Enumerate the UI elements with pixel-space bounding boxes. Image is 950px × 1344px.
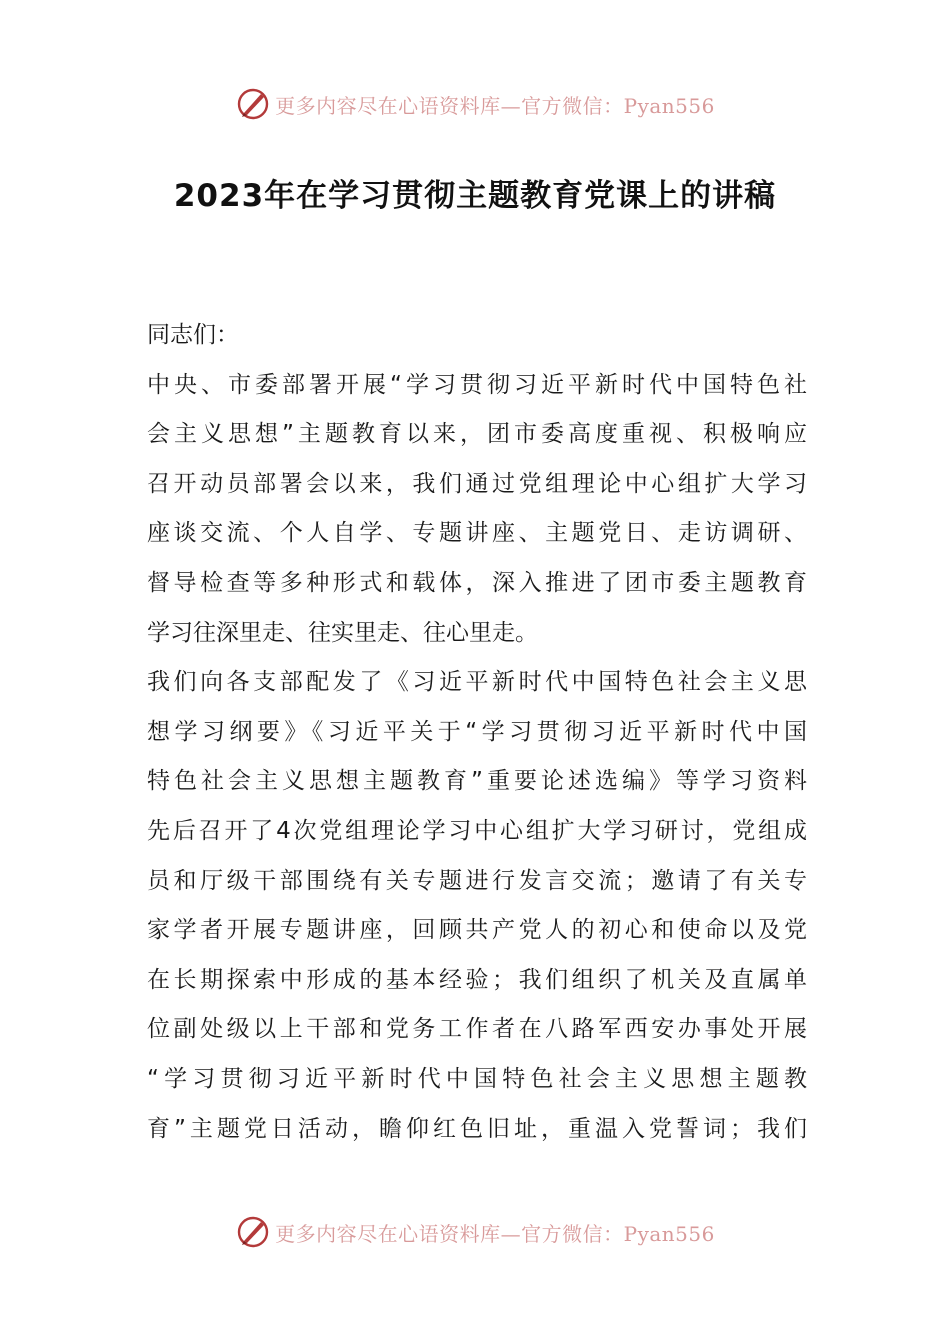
text-line: 召开动员部署会以来，我们通过党组理论中心组扩大学习 <box>147 470 807 497</box>
text-line: 位副处级以上干部和党务工作者在八路军西安办事处开展 <box>147 1016 807 1043</box>
text-line: 学习往深里走、往实里走、往心里走。 <box>147 619 538 646</box>
text-line: 会主义思想”主题教育以来，团市委高度重视、积极响应 <box>147 421 807 448</box>
footer-banner-text: 更多内容尽在心语资料库—官方微信：Pyan556 <box>275 1221 715 1246</box>
text-line: “学习贯彻习近平新时代中国特色社会主义思想主题教 <box>147 1065 807 1092</box>
text-line: 先后召开了4次党组理论学习中心组扩大学习研讨，党组成 <box>147 817 807 844</box>
text-line: 在长期探索中形成的基本经验；我们组织了机关及直属单 <box>147 966 807 993</box>
text-line: 员和厅级干部围绕有关专题进行发言交流；邀请了有关专 <box>147 867 807 894</box>
text-line: 特色社会主义思想主题教育”重要论述选编》等学习资料 <box>147 768 807 795</box>
text-line: 座谈交流、个人自学、专题讲座、主题党日、走访调研、 <box>147 520 807 547</box>
quill-seal-icon <box>235 86 271 122</box>
text-line: 督导检查等多种形式和载体，深入推进了团市委主题教育 <box>147 569 807 596</box>
text-line: 家学者开展专题讲座，回顾共产党人的初心和使命以及党 <box>147 917 807 944</box>
header-banner-text: 更多内容尽在心语资料库—官方微信：Pyan556 <box>275 93 715 118</box>
document-body <box>147 311 807 1154</box>
header-banner <box>0 84 950 124</box>
document-title: 2023年在学习贯彻主题教育党课上的讲稿 <box>173 178 777 214</box>
text-line: 我们向各支部配发了《习近平新时代中国特色社会主义思 <box>147 669 807 696</box>
text-line: 想学习纲要》《习近平关于“学习贯彻习近平新时代中国 <box>147 718 807 745</box>
text-line: 同志们： <box>147 322 239 348</box>
text-line: 中央、市委部署开展“学习贯彻习近平新时代中国特色社 <box>147 371 807 398</box>
footer-banner <box>0 1212 950 1252</box>
quill-seal-icon <box>235 1214 271 1250</box>
text-line: 育”主题党日活动，瞻仰红色旧址，重温入党誓词；我们 <box>147 1115 807 1142</box>
